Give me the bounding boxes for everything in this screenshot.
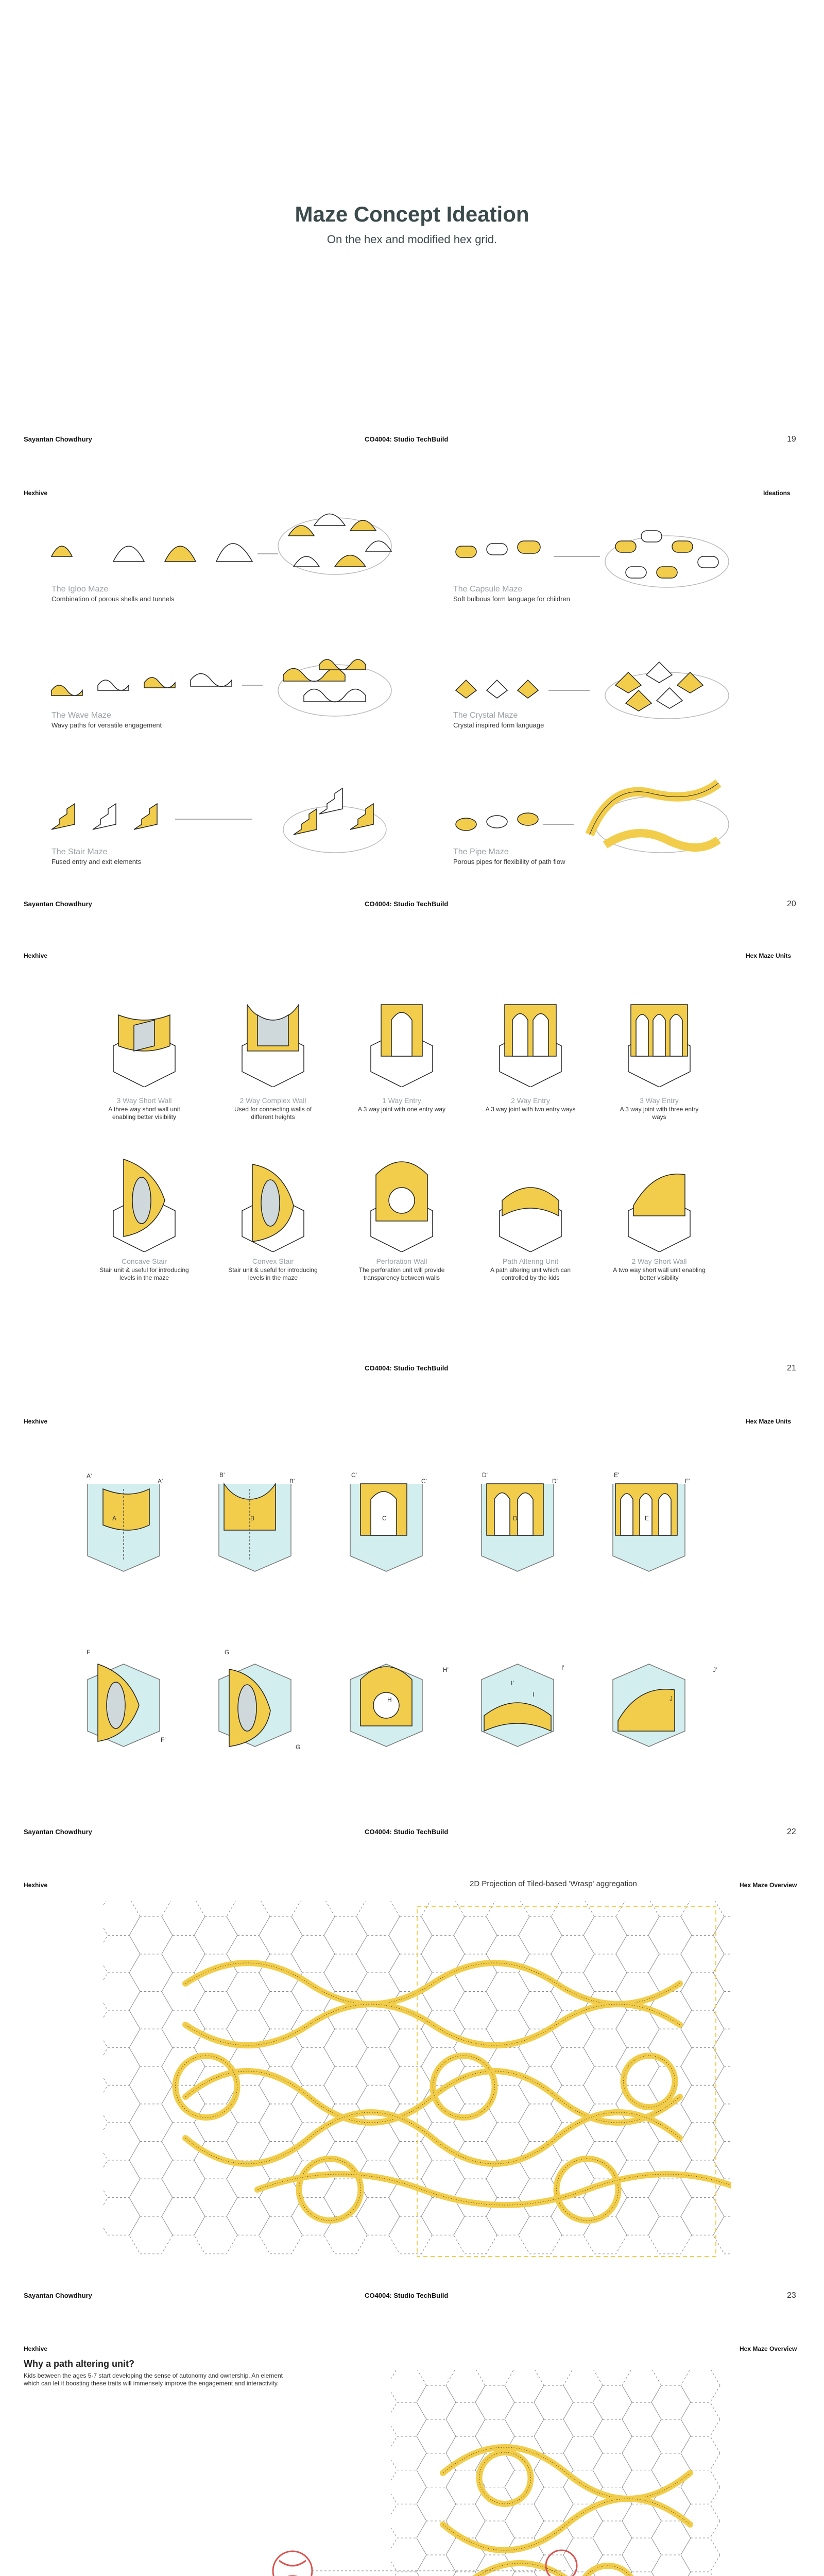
unit-desc: A two way short wall unit enabling better visibility bbox=[613, 1266, 706, 1281]
hex-cell bbox=[194, 2179, 237, 2216]
section-label: A bbox=[112, 1515, 117, 1522]
hex-cell bbox=[389, 2142, 432, 2179]
hex-cell bbox=[454, 2216, 497, 2254]
unit-caption bbox=[613, 1257, 706, 1282]
hex-cell bbox=[681, 1935, 724, 1973]
hex-cell bbox=[454, 1992, 497, 2029]
hex-cell bbox=[129, 2066, 173, 2104]
hex-cell bbox=[622, 2370, 661, 2402]
section-label: D' bbox=[482, 1471, 488, 1479]
unit-title: 2 Way Short Wall bbox=[631, 1257, 687, 1265]
hex-cell bbox=[417, 2385, 456, 2419]
hex-cell bbox=[505, 2402, 544, 2436]
unit-title: Concave Stair bbox=[122, 1257, 167, 1265]
unit-desc: Stair unit & useful for introducing levels in the maze bbox=[99, 1266, 189, 1281]
ideation-desc: Soft bulbous form language for children bbox=[453, 595, 570, 603]
hex-cell bbox=[391, 2370, 426, 2402]
hex-cell bbox=[103, 2123, 140, 2160]
page-number: 19 bbox=[787, 435, 796, 444]
hex-cell bbox=[291, 2123, 335, 2160]
footer-author: Sayantan Chowdhury bbox=[24, 1828, 92, 1836]
hex-cell bbox=[259, 2104, 302, 2142]
hex-cell bbox=[681, 2198, 724, 2235]
hex-cell bbox=[129, 2104, 173, 2142]
unit-title: Perforation Wall bbox=[376, 1257, 427, 1265]
section-label: C' bbox=[351, 1471, 357, 1479]
hex-cell bbox=[417, 2419, 456, 2453]
section-explanation: Kids between the ages 5-7 start developing the sense of autonomy and ownership. An element which can let it boosting these traits will immensely improve the engagement and interactivity. bbox=[24, 2372, 283, 2387]
section-label: J' bbox=[713, 1666, 717, 1673]
maze-path bbox=[176, 2056, 237, 2117]
ideation-desc: Crystal inspired form language bbox=[453, 721, 544, 729]
ideation-desc: Combination of porous shells and tunnels bbox=[52, 595, 175, 603]
section-label: G bbox=[225, 1649, 230, 1656]
maze-path bbox=[624, 2056, 675, 2107]
hex-cell bbox=[551, 1935, 594, 1973]
hex-cell bbox=[227, 2123, 270, 2160]
hex-cell bbox=[681, 2370, 720, 2402]
hex-cell bbox=[356, 2123, 400, 2160]
unit-desc: A path altering unit which can controlled by the kids bbox=[490, 1266, 571, 1281]
hex-cell bbox=[324, 1954, 367, 1992]
section-question: Why a path altering unit? bbox=[24, 2359, 134, 2369]
header-left: Hexhive bbox=[24, 2345, 48, 2352]
hex-cell bbox=[681, 1973, 724, 2010]
hex-cell bbox=[103, 1935, 140, 1973]
hex-cell bbox=[648, 1917, 692, 1954]
ideation-title: The Igloo Maze bbox=[52, 585, 109, 594]
hex-cell bbox=[505, 2370, 544, 2402]
hex-cell bbox=[583, 1917, 627, 1954]
hex-cell bbox=[681, 2010, 724, 2048]
unit-drawings-row-1 bbox=[93, 984, 752, 1087]
page-number: 22 bbox=[787, 1827, 796, 1836]
hex-cell bbox=[324, 2029, 367, 2066]
hex-cell bbox=[356, 2198, 400, 2235]
hex-cell bbox=[391, 2436, 426, 2470]
hex-cell bbox=[648, 2216, 692, 2254]
page-title: Maze Concept Ideation bbox=[295, 202, 529, 226]
unit-caption bbox=[98, 1257, 191, 1282]
ideation-desc: Porous pipes for flexibility of path flow bbox=[453, 858, 565, 866]
section-label: F' bbox=[161, 1736, 166, 1743]
hex-cell bbox=[563, 2370, 603, 2402]
hex-cell bbox=[391, 2470, 426, 2504]
hex-cell bbox=[227, 1901, 270, 1935]
hex-grid-overview bbox=[103, 1901, 731, 2262]
labeled-units-row-1 bbox=[77, 1468, 757, 1577]
hex-cell bbox=[162, 2160, 205, 2198]
section-label: H' bbox=[443, 1666, 449, 1673]
section-label: A' bbox=[158, 1478, 163, 1485]
unit-desc: Used for connecting walls of different heights bbox=[234, 1106, 312, 1121]
unit-caption bbox=[355, 1257, 448, 1282]
unit-title: 3 Way Short Wall bbox=[116, 1096, 172, 1105]
unit-title: 2 Way Entry bbox=[511, 1096, 550, 1105]
ideation-title: The Stair Maze bbox=[52, 848, 108, 856]
hex-cell bbox=[391, 2402, 426, 2436]
hex-cell bbox=[356, 1901, 400, 1935]
hex-cell bbox=[475, 2385, 514, 2419]
ideation-item bbox=[453, 711, 544, 729]
page-subtitle: On the hex and modified hex grid. bbox=[327, 233, 497, 246]
unit-title: 1 Way Entry bbox=[382, 1096, 421, 1105]
footer-studio: CO4004: Studio TechBuild bbox=[365, 1364, 449, 1372]
labeled-units-row-2 bbox=[77, 1649, 757, 1762]
unit-drawings-row-2 bbox=[93, 1144, 752, 1252]
hex-cell bbox=[356, 1935, 400, 1973]
hex-cell bbox=[551, 2048, 594, 2086]
hex-cell bbox=[129, 2029, 173, 2066]
hex-cell bbox=[324, 1917, 367, 1954]
hex-cell bbox=[103, 2048, 140, 2086]
section-label: C' bbox=[421, 1478, 427, 1485]
hex-cell bbox=[129, 1992, 173, 2029]
section-label: B' bbox=[289, 1478, 295, 1485]
section-label: D bbox=[513, 1515, 518, 1522]
unit-caption bbox=[613, 1096, 706, 1121]
ideation-item bbox=[52, 848, 141, 866]
hex-cell bbox=[356, 2048, 400, 2086]
hex-cell bbox=[651, 2453, 691, 2487]
unit-desc: A 3 way joint with three entry ways bbox=[620, 1106, 699, 1121]
hex-cell bbox=[291, 1901, 335, 1935]
hex-cell bbox=[583, 2066, 627, 2104]
page-number: 21 bbox=[787, 1364, 796, 1372]
section-label: E' bbox=[685, 1478, 691, 1485]
footer-author: Sayantan Chowdhury bbox=[24, 435, 92, 443]
ideation-item bbox=[52, 711, 162, 729]
hex-cell bbox=[651, 2521, 691, 2555]
hex-cell bbox=[651, 2385, 691, 2419]
unit-desc: A 3 way joint with one entry way bbox=[357, 1106, 446, 1113]
footer-studio: CO4004: Studio TechBuild bbox=[365, 1828, 449, 1836]
section-label: I' bbox=[561, 1664, 564, 1671]
hex-cell bbox=[259, 1917, 302, 1954]
hex-cell bbox=[417, 2487, 456, 2521]
footer-studio: CO4004: Studio TechBuild bbox=[365, 435, 449, 443]
section-label: A' bbox=[87, 1472, 92, 1480]
header-left: Hexhive bbox=[24, 1882, 48, 1889]
hex-cell bbox=[616, 2198, 659, 2235]
hex-cell bbox=[446, 2370, 485, 2402]
hex-cell bbox=[681, 2402, 720, 2436]
footer-author: Sayantan Chowdhury bbox=[24, 900, 92, 908]
hex-cell bbox=[103, 1973, 140, 2010]
hex-cell bbox=[622, 2402, 661, 2436]
hex-cell bbox=[583, 2029, 627, 2066]
hex-cell bbox=[681, 2123, 724, 2160]
hex-cell bbox=[389, 1917, 432, 1954]
hex-cell bbox=[162, 2010, 205, 2048]
footer-author: Sayantan Chowdhury bbox=[24, 2292, 92, 2299]
ideation-item bbox=[453, 585, 570, 603]
unit-caption bbox=[227, 1096, 319, 1121]
hex-cell bbox=[389, 2066, 432, 2104]
ideation-title: The Crystal Maze bbox=[453, 711, 518, 720]
maze-path bbox=[185, 1963, 680, 2004]
header-left: Hexhive bbox=[24, 1418, 48, 1425]
ideation-title: The Capsule Maze bbox=[453, 585, 523, 594]
hex-cell bbox=[534, 2385, 573, 2419]
hex-cell bbox=[454, 1954, 497, 1992]
hex-cell bbox=[563, 2402, 603, 2436]
maze-path bbox=[299, 2159, 361, 2221]
hex-cell bbox=[486, 1973, 529, 2010]
hex-cell bbox=[622, 2504, 661, 2538]
unit-desc: The perforation unit will provide transparency between walls bbox=[358, 1266, 445, 1281]
ideation-desc: Fused entry and exit elements bbox=[52, 858, 142, 866]
hex-cell bbox=[519, 2216, 562, 2254]
hex-cell bbox=[129, 1917, 173, 1954]
footer-studio: CO4004: Studio TechBuild bbox=[365, 900, 449, 908]
section-label: I bbox=[533, 1691, 535, 1698]
maze-path bbox=[580, 2566, 637, 2576]
hex-cell bbox=[681, 2048, 724, 2086]
footer-studio: CO4004: Studio TechBuild bbox=[365, 2292, 449, 2299]
section-label: J bbox=[670, 1695, 673, 1702]
hex-cell bbox=[162, 2198, 205, 2235]
hex-cell bbox=[648, 2029, 692, 2066]
section-label: H bbox=[387, 1696, 392, 1703]
hex-cell bbox=[389, 2029, 432, 2066]
hex-cell bbox=[648, 2179, 692, 2216]
hex-cell bbox=[616, 2123, 659, 2160]
ideation-title: The Wave Maze bbox=[52, 711, 111, 720]
ideation-item bbox=[52, 585, 174, 603]
hex-cell bbox=[103, 2160, 140, 2198]
unit-caption bbox=[484, 1257, 577, 1282]
hex-cell bbox=[616, 1935, 659, 1973]
page-number: 23 bbox=[787, 2291, 796, 2300]
hex-cell bbox=[356, 2010, 400, 2048]
hex-cell bbox=[259, 1992, 302, 2029]
hex-cell bbox=[103, 1901, 140, 1935]
hex-cell bbox=[651, 2555, 691, 2576]
hex-cell bbox=[162, 1935, 205, 1973]
hex-cell bbox=[103, 2010, 140, 2048]
hex-cell bbox=[593, 2419, 632, 2453]
hex-cell bbox=[446, 2402, 485, 2436]
unit-caption bbox=[484, 1096, 577, 1113]
hex-cell bbox=[227, 2198, 270, 2235]
hex-cell bbox=[534, 2487, 573, 2521]
maze-path bbox=[479, 2452, 531, 2504]
hex-cell bbox=[454, 1917, 497, 1954]
header-right: Hex Maze Overview bbox=[740, 1882, 797, 1889]
hex-cell bbox=[454, 2104, 497, 2142]
unit-title: 2 Way Complex Wall bbox=[239, 1096, 306, 1105]
hex-cell bbox=[593, 2453, 632, 2487]
hex-cell bbox=[681, 2538, 720, 2572]
hex-cell bbox=[648, 1954, 692, 1992]
section-label: B' bbox=[219, 1471, 225, 1479]
hex-cell bbox=[391, 2504, 426, 2538]
hex-cell bbox=[194, 1917, 237, 1954]
hex-cell bbox=[162, 2123, 205, 2160]
projection-label: 2D Projection of Tiled-based 'Wrasp' aggregation bbox=[470, 1879, 637, 1888]
hex-cell bbox=[534, 2419, 573, 2453]
hex-cell bbox=[505, 2504, 544, 2538]
hex-cell bbox=[622, 2538, 661, 2572]
section-label: I' bbox=[511, 1680, 514, 1687]
hex-cell bbox=[129, 2216, 173, 2254]
section-label: B bbox=[250, 1515, 255, 1522]
hex-cell bbox=[227, 1973, 270, 2010]
hex-cell bbox=[194, 2216, 237, 2254]
section-label: E bbox=[645, 1515, 649, 1522]
hex-cell bbox=[129, 2142, 173, 2179]
hex-cell bbox=[291, 1935, 335, 1973]
hex-cell bbox=[103, 2085, 140, 2123]
unit-desc: A three way short wall unit enabling better visibility bbox=[108, 1106, 180, 1121]
unit-title: 3 Way Entry bbox=[640, 1096, 679, 1105]
hex-grid-detail bbox=[391, 2370, 752, 2576]
page-number: 20 bbox=[787, 900, 796, 908]
hex-cell bbox=[291, 2048, 335, 2086]
hex-cell bbox=[616, 2010, 659, 2048]
section-label: F bbox=[87, 1649, 91, 1656]
path-unit-callout bbox=[268, 2550, 577, 2576]
hex-cell bbox=[486, 2123, 529, 2160]
hex-cell bbox=[681, 2572, 720, 2576]
hex-cell bbox=[103, 2198, 140, 2235]
ideation-title: The Pipe Maze bbox=[453, 848, 509, 856]
hex-cell bbox=[259, 2216, 302, 2254]
hex-cell bbox=[324, 2066, 367, 2104]
header-right: Hex Maze Units bbox=[746, 952, 792, 959]
hex-cell bbox=[129, 2179, 173, 2216]
unit-caption bbox=[98, 1096, 191, 1121]
header-left: Hexhive bbox=[24, 952, 48, 959]
hex-cell bbox=[651, 2419, 691, 2453]
unit-desc: A 3 way joint with two entry ways bbox=[485, 1106, 576, 1113]
hex-cell bbox=[622, 2436, 661, 2470]
section-label: C bbox=[382, 1515, 387, 1522]
unit-title: Convex Stair bbox=[252, 1257, 294, 1265]
hex-cell bbox=[389, 2216, 432, 2254]
hex-cell bbox=[681, 2436, 720, 2470]
hex-cell bbox=[194, 1992, 237, 2029]
hex-cell bbox=[519, 1917, 562, 1954]
hex-cell bbox=[162, 1901, 205, 1935]
hex-cell bbox=[129, 1954, 173, 1992]
hex-cell bbox=[681, 2085, 724, 2123]
unit-caption bbox=[355, 1096, 448, 1113]
ideation-item bbox=[453, 848, 565, 866]
header-left: Hexhive bbox=[24, 489, 48, 497]
section-label: E' bbox=[614, 1471, 620, 1479]
hex-cell bbox=[593, 2521, 632, 2555]
header-right: Hex Maze Units bbox=[746, 1418, 792, 1425]
header-right: Hex Maze Overview bbox=[740, 2345, 797, 2352]
unit-caption bbox=[227, 1257, 319, 1282]
ideation-desc: Wavy paths for versatile engagement bbox=[52, 721, 162, 729]
hex-cell bbox=[583, 1954, 627, 1992]
section-label: D' bbox=[552, 1478, 558, 1485]
unit-desc: Stair unit & useful for introducing levels in the maze bbox=[228, 1266, 318, 1281]
section-label: G' bbox=[296, 1743, 302, 1751]
header-right: Ideations bbox=[763, 489, 791, 497]
unit-title: Path Altering Unit bbox=[502, 1257, 559, 1265]
hex-cell bbox=[593, 2385, 632, 2419]
hex-cell bbox=[563, 2436, 603, 2470]
